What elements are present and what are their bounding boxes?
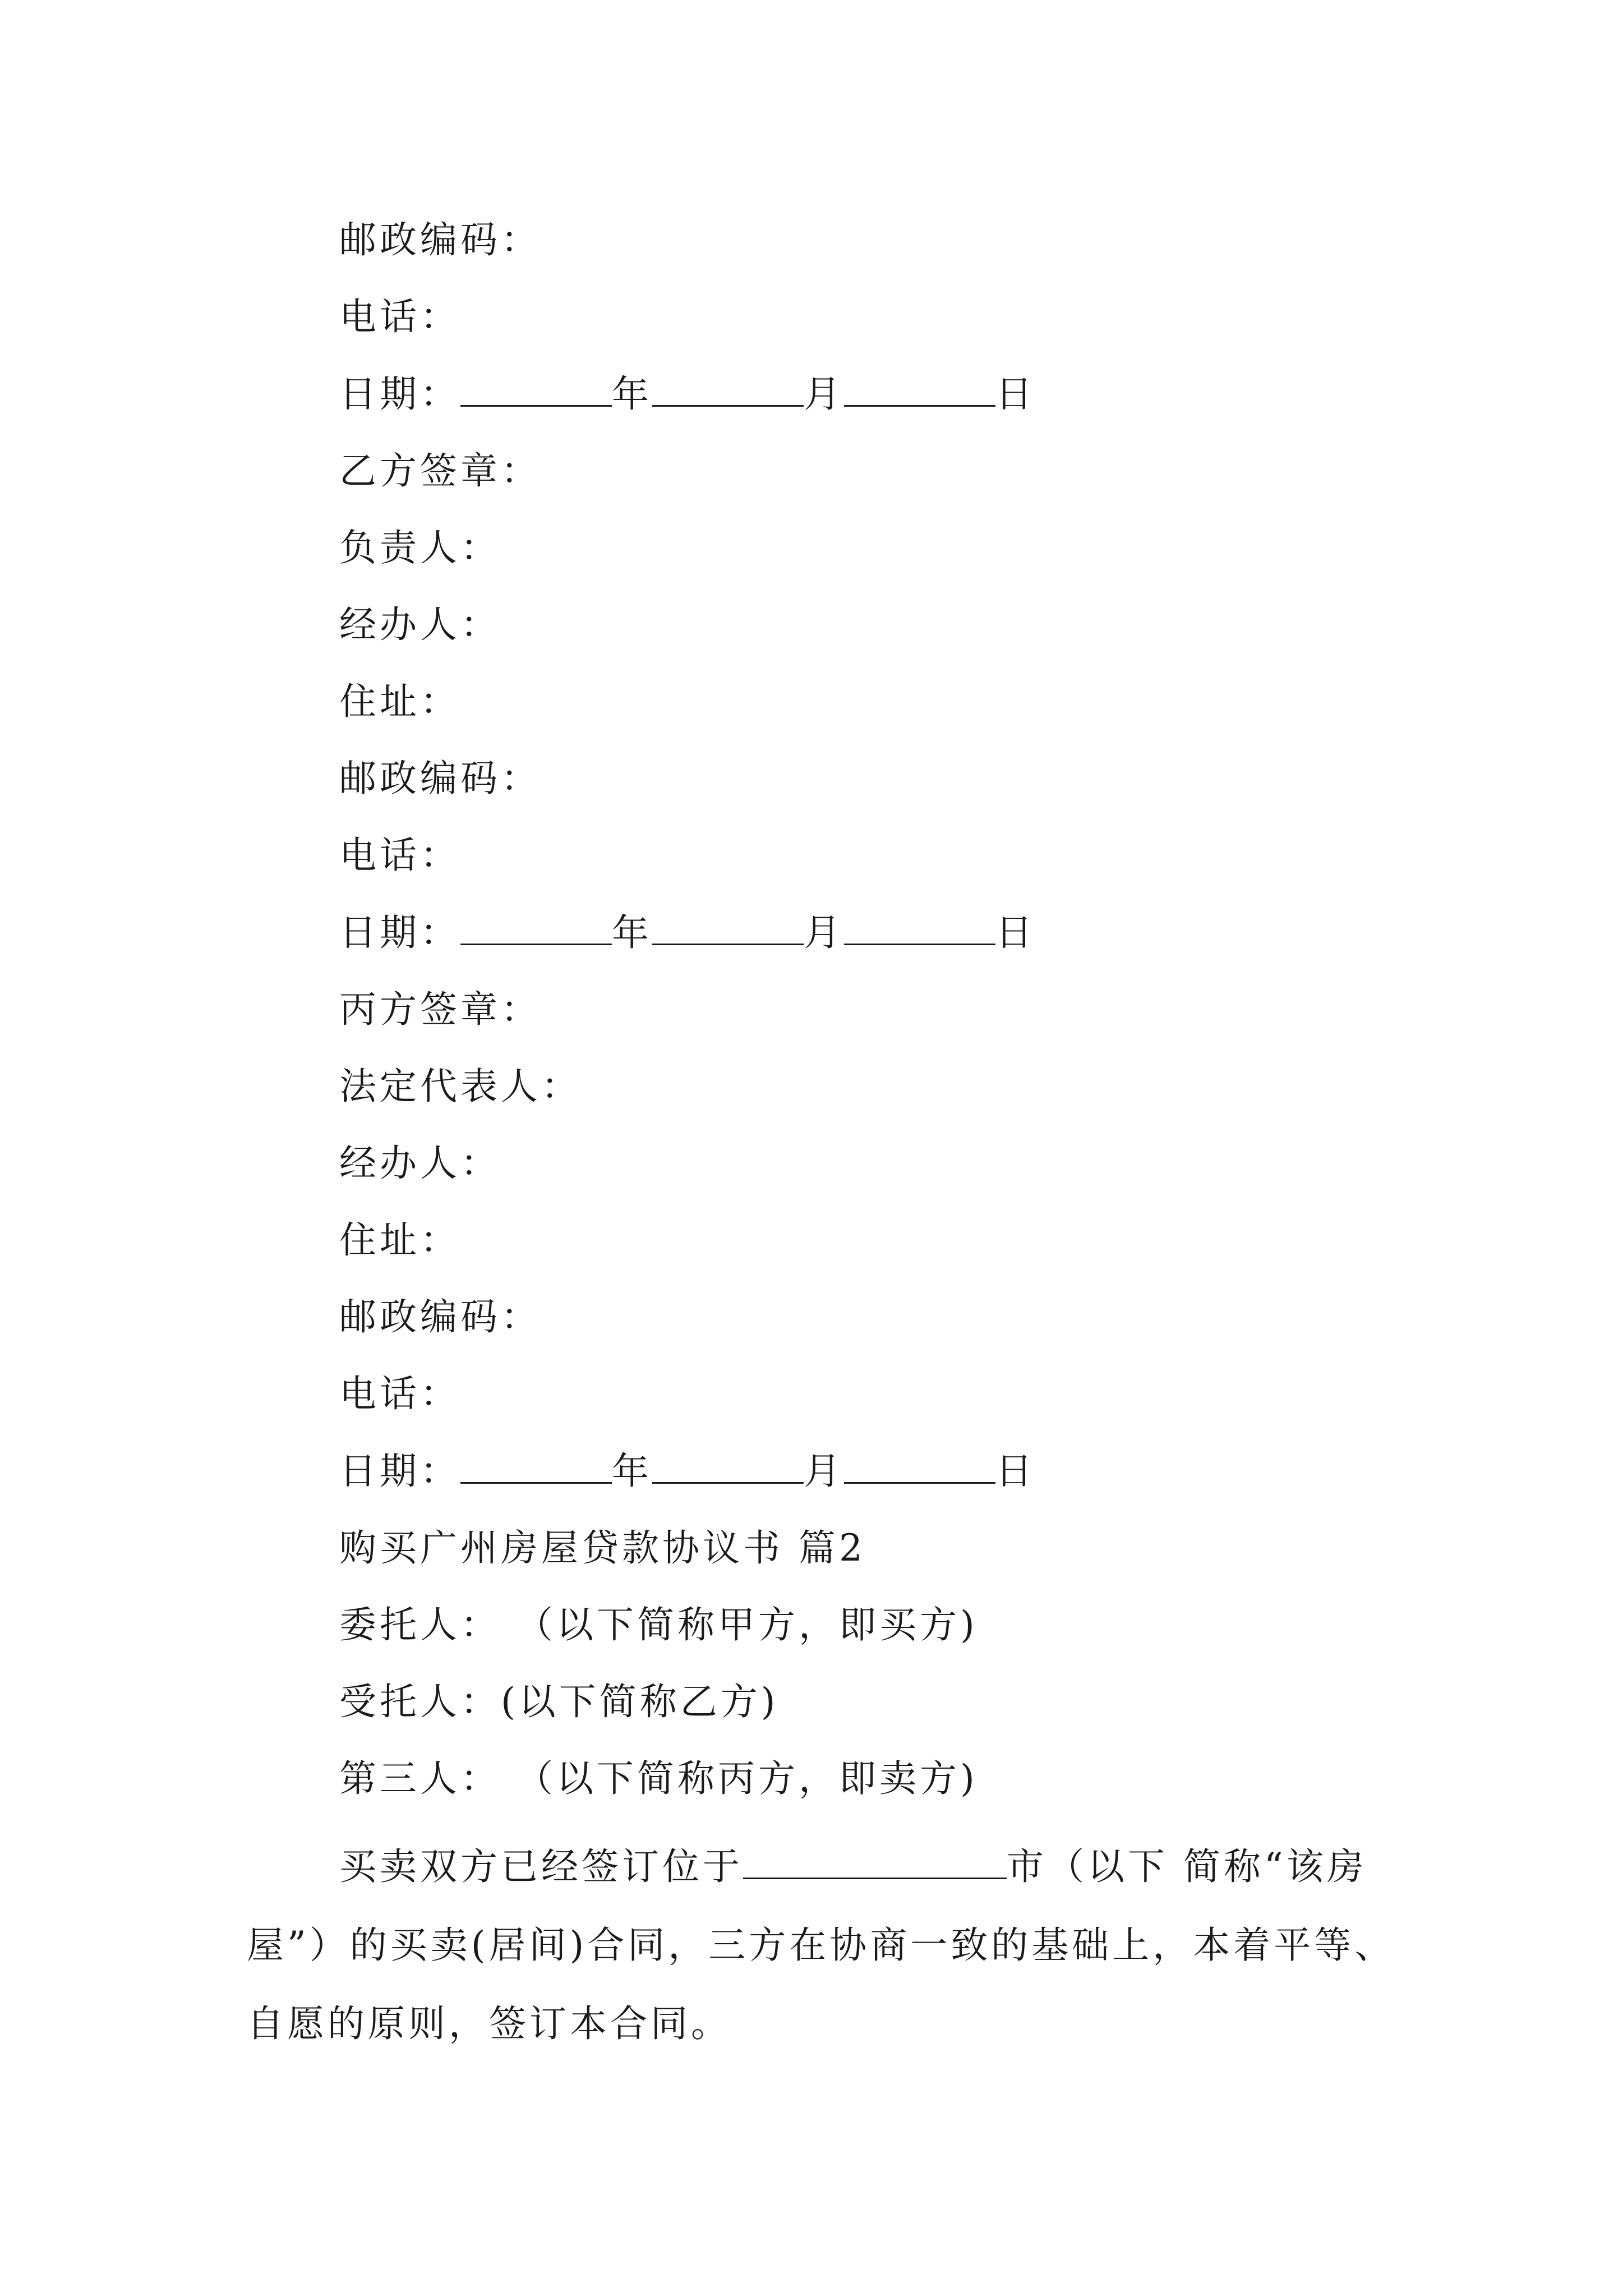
party-b-person-in-charge: 负责人： <box>339 526 501 569</box>
agreement-paragraph <box>247 1828 1396 2063</box>
day-label: 日 <box>995 911 1036 954</box>
party-c-address: 住址： <box>339 1218 460 1262</box>
party-a-postal-code: 邮政编码： <box>339 218 541 261</box>
paragraph-part-1: 买卖双方已经签订位于 <box>339 1845 743 1888</box>
year-blank <box>460 1448 612 1484</box>
month-blank <box>652 1448 804 1484</box>
party-a-phone: 电话： <box>339 295 460 338</box>
day-blank <box>844 1448 995 1484</box>
party-c-legal-rep: 法定代表人： <box>339 1065 582 1108</box>
year-blank <box>460 371 612 407</box>
month-blank <box>652 910 804 945</box>
party-c-postal-code: 邮政编码： <box>339 1295 541 1338</box>
date-label: 日期： <box>339 911 460 954</box>
party-c-phone: 电话： <box>339 1372 460 1415</box>
day-label: 日 <box>995 372 1036 416</box>
third-party-line: 第三人： （以下简称丙方，即卖方) <box>339 1757 978 1800</box>
party-b-phone: 电话： <box>339 834 460 877</box>
date-label: 日期： <box>339 372 460 416</box>
trustee-line: 受托人：(以下简称乙方) <box>339 1680 779 1723</box>
article-heading: 购买广州房屋贷款协议书 篇2 <box>339 1526 866 1570</box>
year-blank <box>460 910 612 945</box>
party-a-date <box>339 371 1036 417</box>
party-c-date <box>339 1448 1036 1494</box>
party-b-handler: 经办人： <box>339 603 501 646</box>
day-label: 日 <box>995 1450 1036 1493</box>
month-label: 月 <box>804 911 844 954</box>
month-label: 月 <box>804 372 844 416</box>
paragraph-part-2: 市（以下 简称“该房屋”）的买卖(居间)合同，三方在协商一致的基础上，本着平等、自愿的原则，签订本合同。 <box>247 1845 1395 2045</box>
party-c-handler: 经办人： <box>339 1142 501 1185</box>
city-blank <box>743 1844 1007 1879</box>
day-blank <box>844 371 995 407</box>
year-label: 年 <box>612 1450 652 1493</box>
party-b-sign: 乙方签章： <box>339 449 541 493</box>
month-blank <box>652 371 804 407</box>
party-b-date <box>339 910 1036 955</box>
day-blank <box>844 910 995 945</box>
party-b-postal-code: 邮政编码： <box>339 757 541 800</box>
year-label: 年 <box>612 372 652 416</box>
party-b-address: 住址： <box>339 680 460 723</box>
client-line: 委托人： （以下简称甲方，即买方) <box>339 1603 978 1646</box>
party-c-sign: 丙方签章： <box>339 988 541 1031</box>
month-label: 月 <box>804 1450 844 1493</box>
date-label: 日期： <box>339 1450 460 1493</box>
year-label: 年 <box>612 911 652 954</box>
